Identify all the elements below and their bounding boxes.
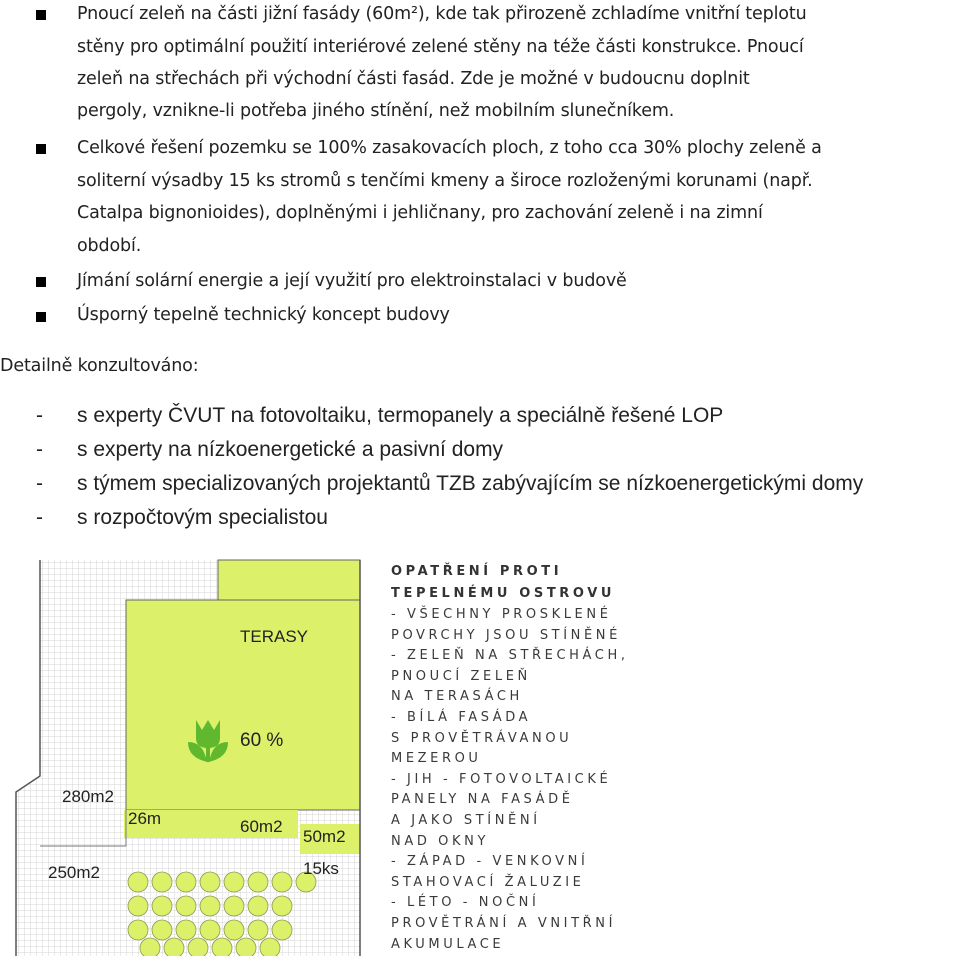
list-dash: - [36, 506, 43, 529]
bullet-square-icon [36, 144, 46, 154]
heat-island-line: - ZÁPAD - VENKOVNÍ [391, 854, 589, 870]
heat-island-line: S PROVĚTRÁVANOU [391, 730, 573, 746]
bullet-item-line: Celkové řešení pozemku se 100% zasakovacích ploch, z toho cca 30% plochy zeleně a [77, 138, 822, 158]
tree-circle [200, 872, 220, 892]
list-dash: - [36, 472, 43, 495]
heat-island-title: TEPELNÉMU OSTROVU [391, 586, 616, 601]
bullet-square-icon [36, 312, 46, 322]
tree-circle [224, 896, 244, 916]
tree-circle [212, 938, 232, 956]
heat-island-line: AKUMULACE [391, 936, 505, 952]
bullet-item-line: zeleň na střechách při východní části fasád. Zde je možné v budoucnu doplnit [77, 69, 750, 89]
site-plan [0, 556, 380, 956]
terasy-label: TERASY [240, 627, 309, 646]
area-50-label: 50m2 [303, 827, 346, 846]
tree-circle [224, 872, 244, 892]
trees-count-label: 15ks [303, 859, 339, 878]
area-60-label: 60m2 [240, 817, 283, 836]
tree-circle [128, 872, 148, 892]
bullet-item-line: Úsporný tepelně technický koncept budovy [77, 305, 450, 325]
area-280-label: 280m2 [62, 787, 114, 806]
heat-island-line: STAHOVACÍ ŽALUZIE [391, 874, 585, 890]
tree-circle [260, 938, 280, 956]
tree-circle [248, 920, 268, 940]
tree-circle [164, 938, 184, 956]
bullet-item-line: Catalpa bignonioides), doplněnými i jehličnany, pro zachování zeleně i na zimní [77, 203, 763, 223]
tree-circle [128, 896, 148, 916]
bullet-item-line: Pnoucí zeleň na části jižní fasády (60m²), kde tak přirozeně zchladíme vnitřní teplotu [77, 4, 807, 24]
heat-island-line: - VŠECHNY PROSKLENÉ [391, 607, 612, 622]
bullet-item-line: Jímání solární energie a její využití pro elektroinstalaci v budově [77, 271, 627, 291]
heat-island-line: - ZELEŇ NA STŘECHÁCH, [391, 648, 629, 664]
tree-circle [236, 938, 256, 956]
consult-item: s rozpočtovým specialistou [77, 506, 328, 529]
tree-circle [200, 920, 220, 940]
heat-island-line: - BÍLÁ FASÁDA [391, 710, 532, 725]
heat-island-line: MEZEROU [391, 751, 482, 767]
tree-circle [188, 938, 208, 956]
tree-circle [152, 872, 172, 892]
bullet-square-icon [36, 277, 46, 287]
consult-item: s týmem specializovaných projektantů TZB zabývajícím se nízkoenergetickými domy [77, 472, 864, 495]
tree-circle [200, 896, 220, 916]
tree-circle [176, 920, 196, 940]
heat-island-title: OPATŘENÍ PROTI [391, 564, 563, 579]
tree-circle [176, 872, 196, 892]
tree-circle [224, 920, 244, 940]
tree-circle [272, 872, 292, 892]
heat-island-line: NAD OKNY [391, 833, 489, 849]
consult-heading: Detailně konzultováno: [0, 356, 199, 376]
consult-item: s experty ČVUT na fotovoltaiku, termopanely a speciálně řešené LOP [77, 404, 724, 427]
heat-island-line: PROVĚTRÁNÍ A VNITŘNÍ [391, 916, 617, 931]
list-dash: - [36, 438, 43, 461]
heat-island-line: - LÉTO - NOČNÍ [391, 895, 540, 911]
tree-circle [248, 896, 268, 916]
tree-circle [128, 920, 148, 940]
tree-circle [176, 896, 196, 916]
tree-circle [248, 872, 268, 892]
tree-circle [140, 938, 160, 956]
heat-island-line: A JAKO STÍNĚNÍ [391, 813, 541, 828]
consult-item: s experty na nízkoenergetické a pasivní domy [77, 438, 504, 461]
heat-island-line: NA TERASÁCH [391, 689, 523, 705]
tree-circle [152, 896, 172, 916]
area-250-label: 250m2 [48, 863, 100, 882]
area-26-label: 26m [128, 809, 162, 828]
heat-island-line: - JIH - FOTOVOLTAICKÉ [391, 771, 612, 787]
tree-circle [272, 920, 292, 940]
tree-circle [152, 920, 172, 940]
percent-label: 60 % [240, 730, 284, 751]
tree-circle [272, 896, 292, 916]
heat-island-line: POVRCHY JSOU STÍNĚNÉ [391, 627, 621, 643]
list-dash: - [36, 404, 43, 427]
bullet-item-line: stěny pro optimální použití interiérové zelené stěny na téže části konstrukce. Pnoucí [77, 37, 804, 57]
heat-island-line: PANELY NA FASÁDĚ [391, 792, 574, 808]
bullet-square-icon [36, 10, 46, 20]
heat-island-line: PNOUCÍ ZELEŇ [391, 668, 531, 684]
bullet-item-line: soliterní výsadby 15 ks stromů s tenčími kmeny a široce rozloženými korunami (např. [77, 171, 813, 191]
bullet-item-line: období. [77, 236, 142, 256]
bullet-item-line: pergoly, vznikne-li potřeba jiného stínění, než mobilním slunečníkem. [77, 101, 675, 121]
